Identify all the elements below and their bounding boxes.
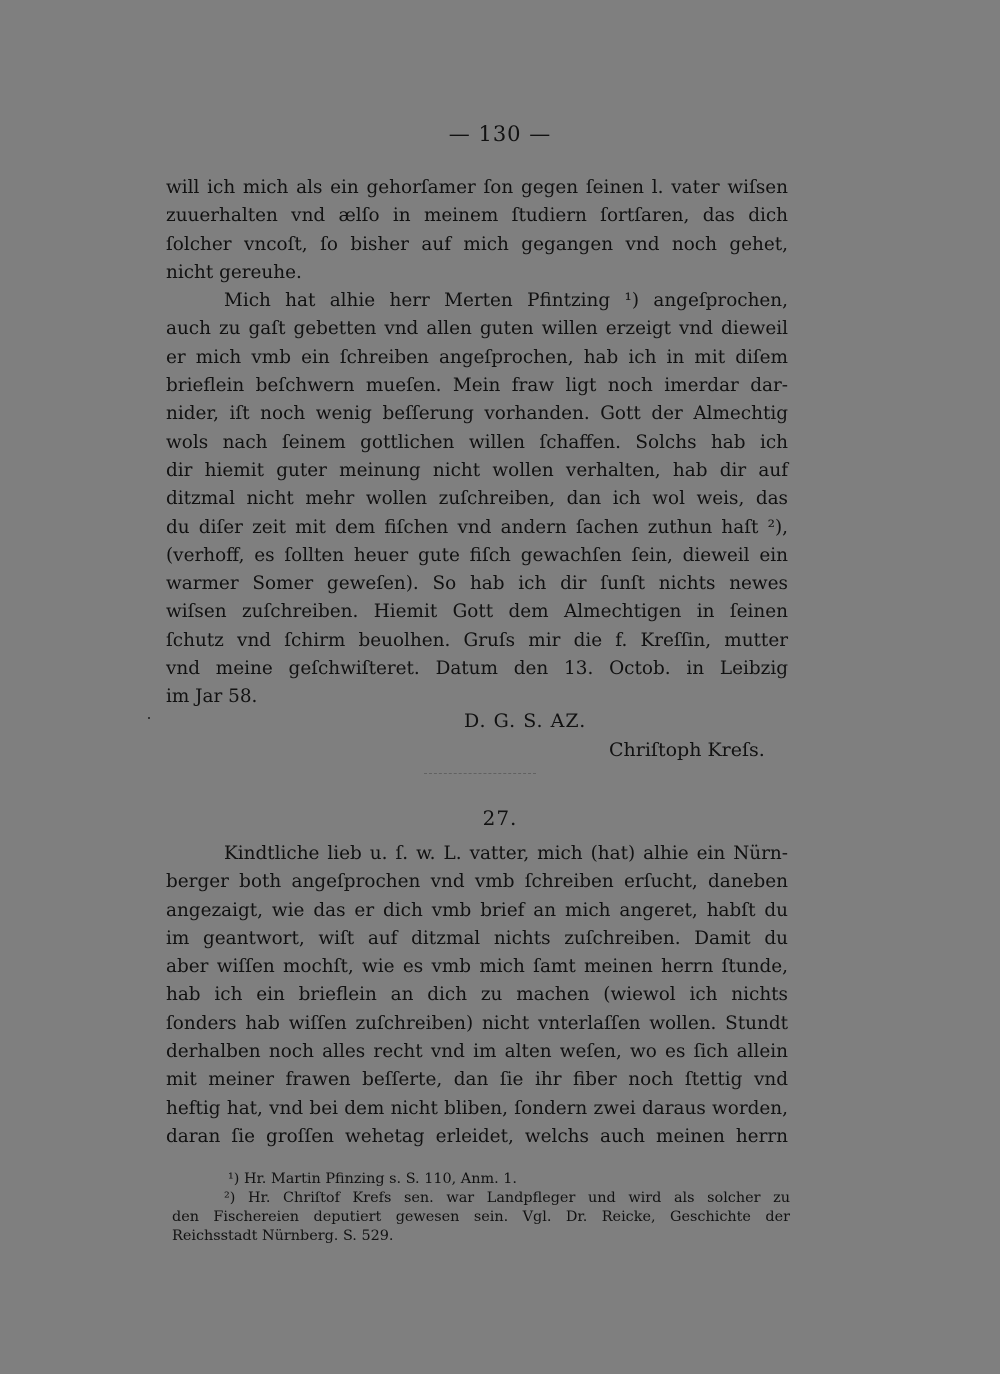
text-line: aber wiſſen mochſt, wie es vmb mich ſamt meinen herrn ſtunde,	[166, 956, 788, 978]
text-line: will ich mich als ein gehorſamer ſon gegen ſeinen l. vater wiſsen	[166, 177, 788, 198]
footnote-2: ²) Hr. Chriſtof Krefs sen. war Landpfleger und wird als solcher zu	[224, 1190, 790, 1206]
text-line: heftig hat, vnd bei dem nicht bliben, ſondern zwei daraus worden,	[166, 1097, 788, 1119]
text-line: auch zu gaſt gebetten vnd allen guten willen erzeigt vnd dieweil	[166, 318, 788, 340]
text-line: daran ſie groſſen wehetag erleidet, welchs auch meinen herrn	[166, 1125, 788, 1147]
text-line: ſonders hab wiſſen zuſchreiben) nicht vnterlaſſen wollen. Stundt	[166, 1012, 788, 1034]
text-line: angezaigt, wie das er dich vmb brief an mich angeret, habſt du	[166, 899, 788, 921]
text-line: (verhoff, es ſollten heuer gute fiſch gewachſen ſein, dieweil ein	[166, 544, 788, 566]
text-line: derhalben noch alles recht vnd im alten weſen, wo es ſich allein	[166, 1041, 788, 1063]
letter-27-text	[166, 840, 788, 1151]
text-line: warmer Somer geweſen). So hab ich dir ſunſt nichts newes	[166, 573, 788, 595]
letter-27-number: 27.	[482, 806, 518, 830]
text-line: Kindtliche lieb u. ſ. w. L. vatter, mich (hat) alhie ein Nürn-	[224, 843, 788, 864]
footnote-2-end: Reichsstadt Nürnberg. S. 529.	[172, 1228, 394, 1244]
speck-mark	[148, 717, 150, 719]
text-line: vnd meine geſchwiſteret. Datum den 13. Octob. in Leibzig	[166, 658, 788, 680]
letter-26-signature: Chriſtoph Kreſs.	[609, 739, 765, 761]
text-line: mit meiner frawen beſſerte, dan ſie ihr fiber noch ſtettig vnd	[166, 1069, 788, 1091]
text-line: wols nach ſeinem gottlichen willen ſchaffen. Solchs hab ich	[166, 431, 788, 453]
text-line: ditzmal nicht mehr wollen zuſchreiben, dan ich wol weis, das	[166, 488, 788, 510]
text-line: du diſer zeit mit dem fiſchen vnd andern ſachen zuthun haſt ²),	[166, 516, 788, 538]
letter-26-salutation: D. G. S. AZ.	[464, 710, 587, 732]
text-line: ſchutz vnd ſchirm beuolhen. Gruſs mir die f. Kreſſin, mutter	[166, 629, 788, 651]
text-line: ſolcher vncoſt, ſo bisher auf mich gegangen vnd noch gehet,	[166, 233, 788, 255]
letter-26-text	[166, 174, 788, 712]
section-divider	[424, 773, 536, 775]
footnote-2-cont: den Fischereien deputiert gewesen sein. Vgl. Dr. Reicke, Geschichte der	[172, 1209, 790, 1225]
text-line: Mich hat alhie herr Merten Pfintzing ¹) angeſprochen,	[224, 290, 788, 312]
text-line: dir hiemit guter meinung nicht wollen verhalten, hab dir auf	[166, 459, 788, 481]
text-line: brieflein beſchwern mueſen. Mein fraw ligt noch imerdar dar-	[166, 375, 788, 397]
text-line: nider, iſt noch wenig beſſerung vorhanden. Gott der Almechtig	[166, 403, 788, 425]
text-line: wiſsen zuſchreiben. Hiemit Gott dem Almechtigen in ſeinen	[166, 601, 788, 623]
text-line: im geantwort, wiſt auf ditzmal nichts zuſchreiben. Damit du	[166, 927, 788, 949]
page-number: — 130 —	[448, 122, 552, 146]
footnotes	[172, 1170, 790, 1246]
footnote-1: ¹) Hr. Martin Pfinzing s. S. 110, Anm. 1.	[228, 1171, 517, 1187]
text-line: berger both angeſprochen vnd vmb ſchreiben erſucht, daneben	[166, 871, 788, 893]
text-line: er mich vmb ein ſchreiben angeſprochen, hab ich in mit diſem	[166, 346, 788, 368]
text-line: zuuerhalten vnd ælſo in meinem ſtudiern ſortſaren, das dich	[166, 205, 788, 227]
text-line: im Jar 58.	[166, 686, 258, 708]
text-line: hab ich ein brieflein an dich zu machen (wiewol ich nichts	[166, 984, 788, 1006]
text-line: nicht gereuhe.	[166, 261, 302, 283]
